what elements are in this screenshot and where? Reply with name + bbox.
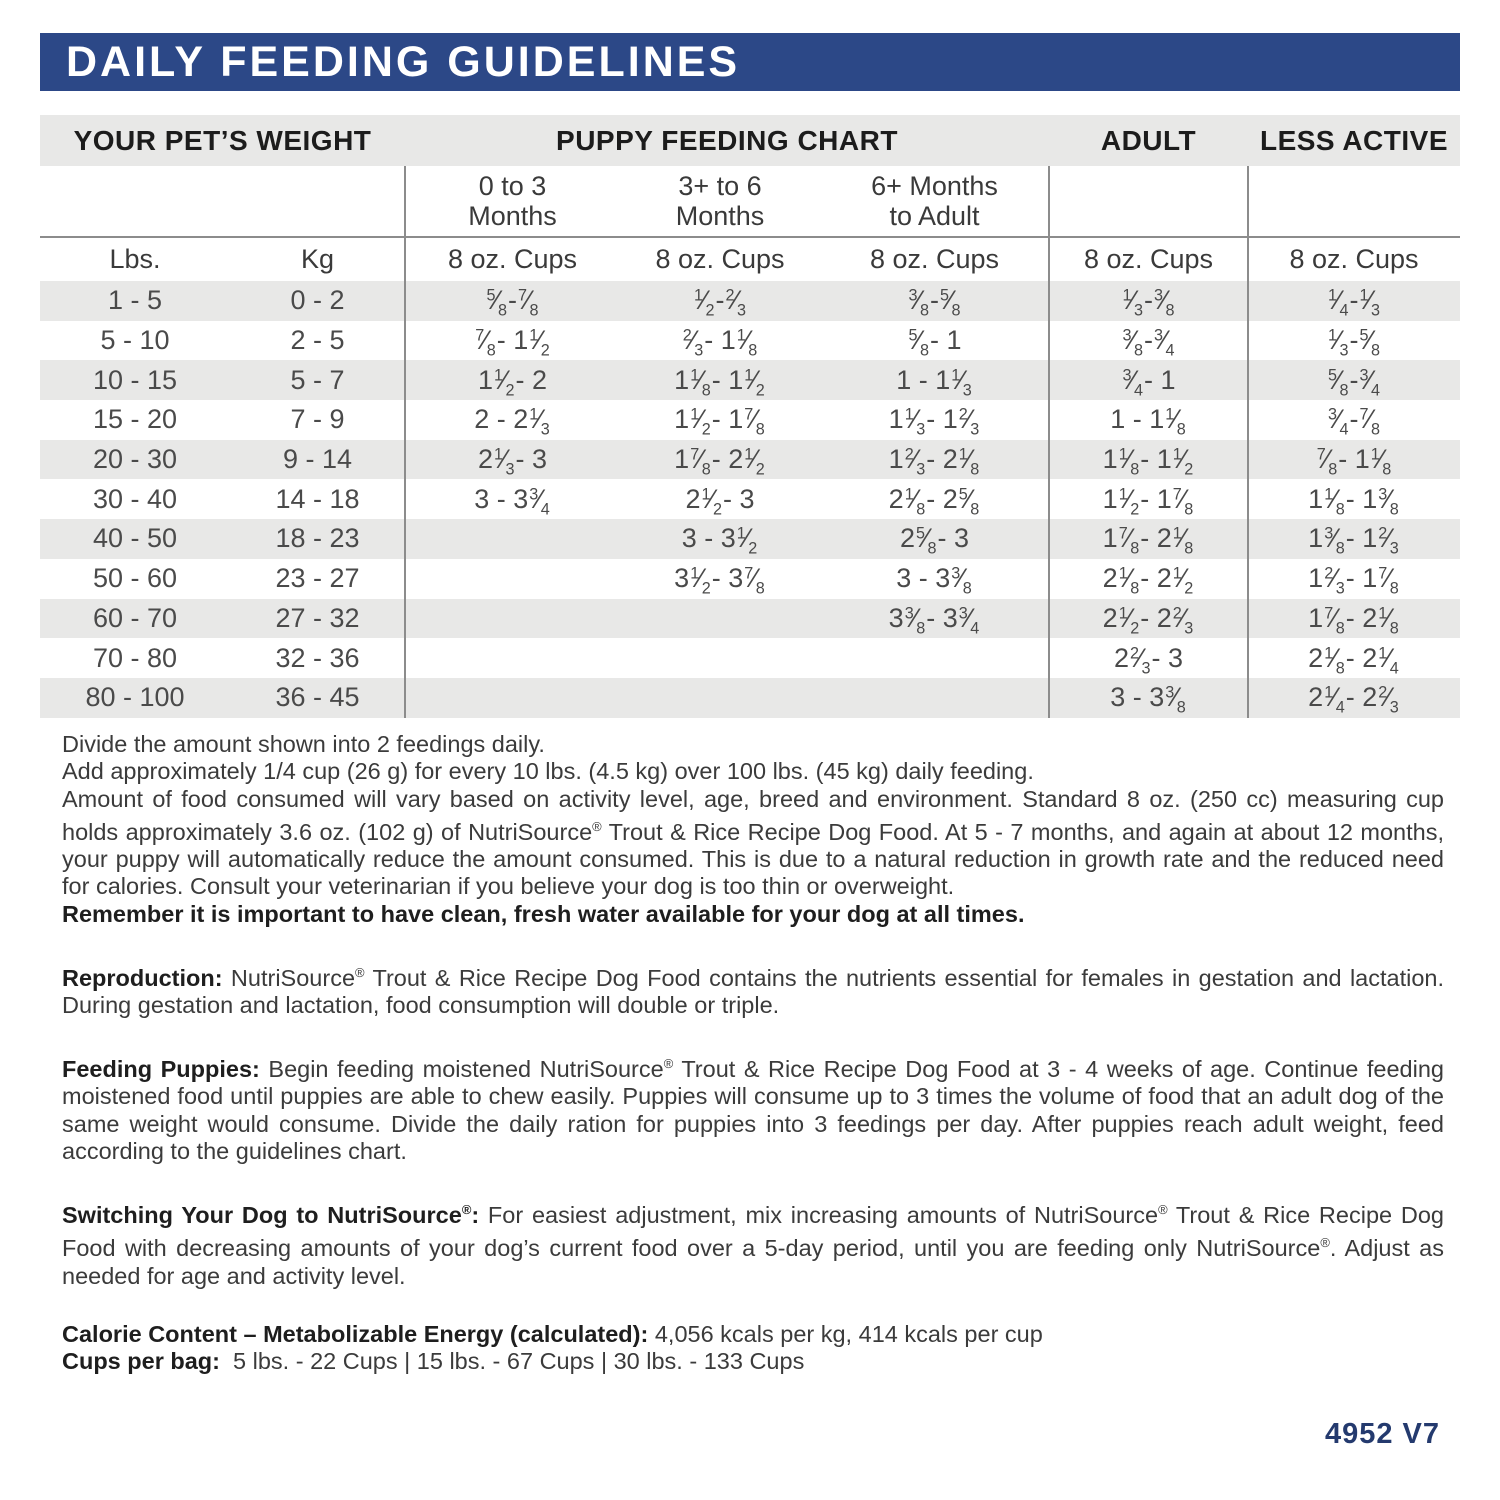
table-vertical-divider-2	[1048, 166, 1050, 718]
section-paragraph: Switching Your Dog to NutriSource®: For easiest adjustment, mix increasing amounts of NutriSource® Trout & Rice Recipe Dog Food with decreasing amounts of your dog’s current food over a 5-day period, until you are feeding only NutriSource®. Adjust as needed for age and activity level.	[62, 1202, 1444, 1289]
table-cell: 3⁄8 - 5⁄8	[908, 285, 961, 320]
table-cell	[620, 638, 820, 678]
section-heading: Feeding Puppies:	[62, 1056, 260, 1083]
calorie-content-line: Calorie Content – Metabolizable Energy (calculated): 4,056 kcals per kg, 414 kcals per cup	[62, 1320, 1043, 1347]
page-title: DAILY FEEDING GUIDELINES	[66, 37, 741, 86]
age-header-spacer	[1049, 166, 1248, 236]
table-cell: 1⁄2 - 2⁄3	[693, 285, 747, 320]
table-cell: 2 1⁄8 - 2 1⁄4	[1308, 642, 1399, 678]
table-cell: 1 3⁄8 - 1 2⁄3	[1308, 523, 1399, 558]
table-cell	[405, 678, 620, 718]
table-cell	[405, 559, 620, 599]
table-cell: 2 1⁄2 - 2 2⁄3	[1102, 602, 1194, 638]
table-cell	[820, 638, 1049, 678]
note-line: Amount of food consumed will vary based on activity level, age, breed and environment. Standard 8 oz. (250 cc) measuring cup holds approximately 3.6 oz. (102 g) of NutriSource® Trout & Rice Recipe Dog Food. At 5 - 7 months, and again at about 12 months, your puppy will automatically reduce the amount consumed. This is due to a natural reduction in growth rate and the reduced need for calories. Consult your veterinarian if you believe your dog is too thin or overweight.	[62, 785, 1444, 900]
table-cell: 0 - 2	[290, 285, 345, 316]
table-cell: 7 - 9	[290, 404, 345, 435]
table-cell: 2 - 2 1⁄3	[474, 404, 550, 439]
table-vertical-divider-1	[404, 166, 406, 718]
table-cell: 3 - 3 3⁄4	[474, 483, 550, 519]
cups-per-bag-line: Cups per bag: 5 lbs. - 22 Cups | 15 lbs. - 67 Cups | 30 lbs. - 133 Cups	[62, 1348, 805, 1375]
table-cell: 5 - 7	[290, 364, 345, 395]
table-cell: 3⁄4 - 7⁄8	[1327, 404, 1381, 439]
age-header: 6+ Months to Adult	[871, 170, 998, 231]
table-cell: 1⁄3 - 5⁄8	[1327, 325, 1381, 360]
table-cell: 10 - 15	[92, 364, 178, 395]
section-paragraph: Feeding Puppies: Begin feeding moistened NutriSource® Trout & Rice Recipe Dog Food at 3 - 4 weeks of age. Continue feeding moistened food until puppies are able to chew easily. Puppies will consume up to 3 times the volume of food that an adult dog of the same weight would consume. Divide the daily ration for puppies into 3 feedings per day. After puppies reach adult weight, feed according to the guidelines chart.	[62, 1056, 1444, 1165]
group-header: PUPPY FEEDING CHART	[556, 124, 898, 156]
table-cell: 2 2⁄3 - 3	[1113, 642, 1184, 678]
table-cell	[405, 638, 620, 678]
table-cell: 1 1⁄2 - 1 7⁄8	[1102, 483, 1194, 519]
calorie-heading: Calorie Content – Metabolizable Energy (calculated):	[62, 1320, 649, 1347]
page-title-bar	[40, 33, 1460, 91]
table-cell: 1 1⁄2 - 2	[477, 364, 548, 400]
table-vertical-divider-3	[1247, 166, 1249, 718]
unit-header: 8 oz. Cups	[869, 244, 1000, 274]
table-cell: 3 - 3 3⁄8	[1110, 682, 1186, 717]
section-heading: Reproduction:	[62, 964, 223, 991]
table-cell: 40 - 50	[92, 523, 178, 554]
table-cell: 1 7⁄8 - 2 1⁄8	[1102, 523, 1194, 558]
unit-header: 8 oz. Cups	[1289, 244, 1419, 274]
section-paragraph: Reproduction: NutriSource® Trout & Rice Recipe Dog Food contains the nutrients essential for females in gestation and lactation. During gestation and lactation, food consumption will double or triple.	[62, 964, 1444, 1019]
table-cell: 5 - 10	[100, 325, 170, 356]
table-cell	[405, 599, 620, 639]
cups-heading: Cups per bag:	[62, 1348, 220, 1375]
table-cell: 1 1⁄8 - 1 1⁄2	[1102, 444, 1194, 479]
table-cell: 30 - 40	[92, 483, 178, 514]
age-header-spacer	[40, 166, 405, 236]
table-cell: 32 - 36	[275, 642, 360, 673]
table-cell: 3⁄8 - 3⁄4	[1122, 325, 1175, 360]
table-cell: 3 3⁄8 - 3 3⁄4	[888, 602, 980, 638]
table-cell: 5⁄8 - 1	[908, 325, 962, 360]
group-header-band	[40, 115, 1460, 166]
group-header: ADULT	[1100, 124, 1197, 156]
unit-header: 8 oz. Cups	[447, 244, 578, 274]
table-cell: 9 - 14	[282, 444, 353, 475]
age-header-spacer	[1248, 166, 1460, 236]
note-line: Divide the amount shown into 2 feedings daily.	[62, 731, 545, 757]
group-header: YOUR PET’S WEIGHT	[73, 124, 372, 156]
table-cell: 7⁄8 - 1 1⁄2	[475, 325, 550, 360]
table-cell: 2 1⁄2 - 3	[685, 483, 755, 519]
table-cell: 70 - 80	[92, 642, 178, 673]
note-line: Remember it is important to have clean, fresh water available for your dog at all times.	[62, 900, 1025, 927]
table-cell: 60 - 70	[92, 602, 178, 633]
table-cell: 27 - 32	[275, 602, 360, 633]
table-cell: 1 1⁄8 - 1 1⁄2	[674, 364, 765, 400]
table-cell: 1 7⁄8 - 2 1⁄2	[674, 444, 765, 479]
table-cell	[405, 519, 620, 559]
table-cell: 1⁄4 - 1⁄3	[1327, 285, 1381, 320]
table-cell: 15 - 20	[92, 404, 178, 435]
table-cell: 3 - 3 1⁄2	[681, 523, 758, 558]
table-cell: 5⁄8 - 7⁄8	[486, 285, 539, 320]
table-cell: 3⁄4 - 1	[1122, 364, 1176, 400]
table-cell: 3 - 3 3⁄8	[896, 563, 972, 598]
table-cell: 1⁄3 - 3⁄8	[1122, 285, 1175, 320]
table-cell: 1 7⁄8 - 2 1⁄8	[1308, 602, 1399, 638]
table-cell: 1 1⁄3 - 1 2⁄3	[888, 404, 980, 439]
table-cell: 2 1⁄8 - 2 5⁄8	[888, 483, 980, 519]
table-cell: 14 - 18	[275, 483, 360, 514]
table-cell	[620, 678, 820, 718]
group-header: LESS ACTIVE	[1259, 124, 1449, 156]
notes-and-sections	[62, 731, 1444, 1375]
unit-header: Kg	[300, 244, 335, 274]
table-cell: 1 - 1 1⁄3	[896, 364, 972, 400]
table-cell: 3 1⁄2 - 3 7⁄8	[674, 563, 765, 598]
table-cell: 50 - 60	[92, 563, 178, 594]
table-cell: 2 1⁄8 - 2 1⁄2	[1102, 563, 1194, 598]
table-cell: 1 - 1 1⁄8	[1110, 404, 1186, 439]
note-line: Add approximately 1/4 cup (26 g) for every 10 lbs. (4.5 kg) over 100 lbs. (45 kg) daily feeding.	[62, 758, 1034, 785]
table-cell: 23 - 27	[275, 563, 360, 594]
age-header: 3+ to 6 Months	[675, 170, 765, 231]
unit-header: 8 oz. Cups	[1083, 244, 1214, 274]
unit-header: Lbs.	[109, 244, 161, 274]
table-cell	[620, 599, 820, 639]
table-cell	[820, 678, 1049, 718]
table-cell: 5⁄8 - 3⁄4	[1327, 364, 1381, 400]
table-cell: 1 2⁄3 - 1 7⁄8	[1308, 563, 1399, 598]
table-cell: 2⁄3 - 1 1⁄8	[682, 325, 758, 360]
table-cell: 2 - 5	[290, 325, 345, 356]
table-cell: 2 1⁄3 - 3	[477, 444, 548, 479]
footer-code: 4952 V7	[1324, 1418, 1440, 1450]
unit-header: 8 oz. Cups	[655, 244, 785, 274]
table-cell: 1 1⁄8 - 1 3⁄8	[1308, 483, 1399, 519]
table-cell: 20 - 30	[92, 444, 178, 475]
table-cell: 2 5⁄8 - 3	[899, 523, 970, 558]
table-cell: 1 1⁄2 - 1 7⁄8	[674, 404, 765, 439]
table-cell: 2 1⁄4 - 2 2⁄3	[1308, 682, 1399, 717]
age-header: 0 to 3 Months	[468, 170, 557, 231]
table-cell: 1 - 5	[107, 285, 163, 316]
table-cell: 18 - 23	[275, 523, 360, 554]
section-heading: Switching Your Dog to NutriSource®:	[62, 1202, 480, 1229]
table-cell: 80 - 100	[85, 682, 185, 713]
table-cell: 7⁄8 - 1 1⁄8	[1316, 444, 1392, 479]
calorie-block	[62, 1321, 1444, 1376]
table-cell: 1 2⁄3 - 2 1⁄8	[888, 444, 980, 479]
table-cell: 36 - 45	[275, 682, 360, 713]
